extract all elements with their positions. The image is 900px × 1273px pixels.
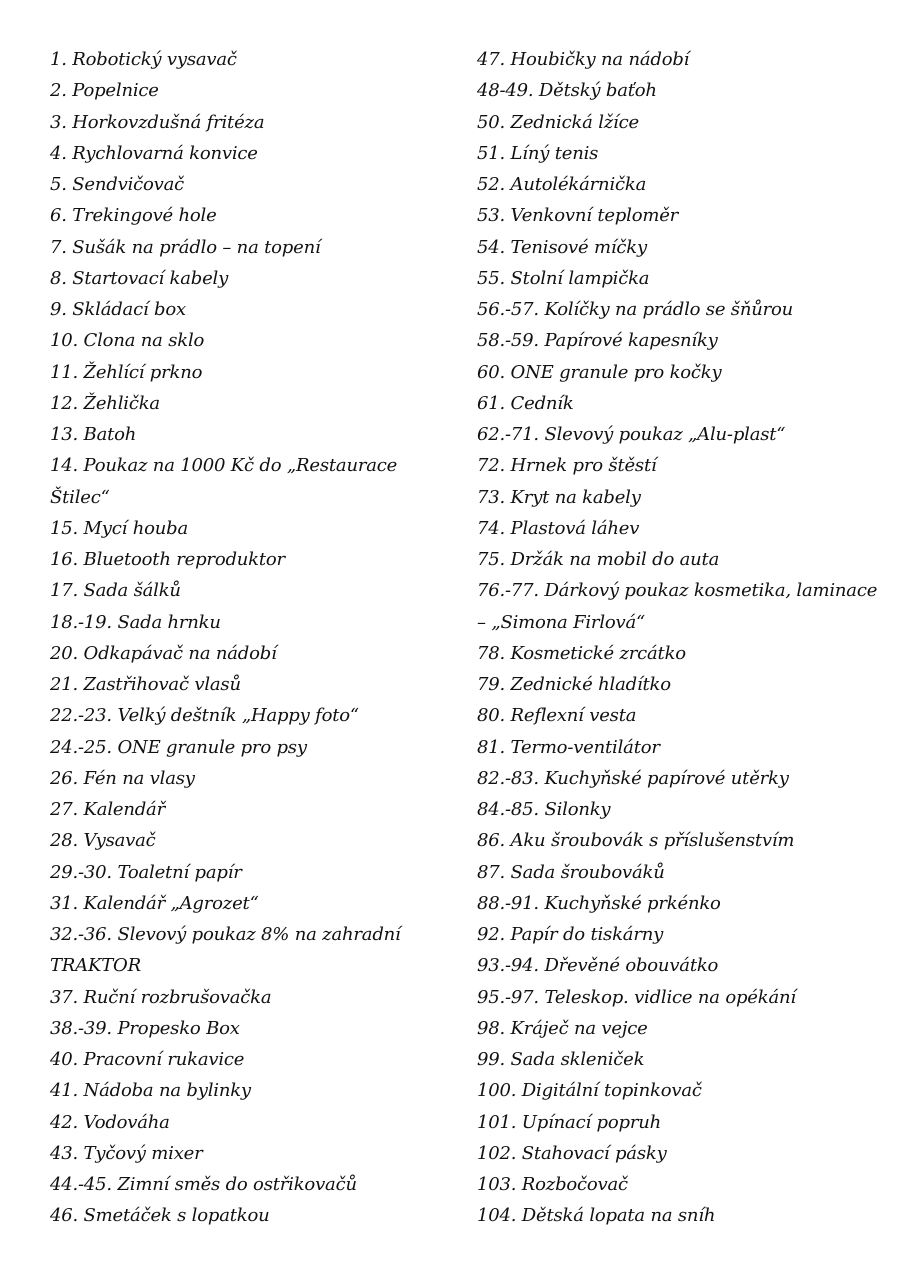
- prize-list-left-column: [50, 44, 450, 1232]
- list-item: 29.-30. Toaletní papír: [50, 861, 242, 883]
- list-item: 14. Poukaz na 1000 Kč do „Restaurace: [50, 455, 398, 477]
- list-item: 101. Upínací popruh: [477, 1111, 662, 1133]
- list-item: 73. Kryt na kabely: [477, 486, 641, 508]
- list-item: 93.-94. Dřevěné obouvátko: [477, 955, 719, 977]
- list-item: 2. Popelnice: [50, 80, 159, 102]
- list-item: 56.-57. Kolíčky na prádlo se šňůrou: [477, 299, 794, 320]
- list-item: 55. Stolní lampička: [477, 267, 650, 289]
- list-item: 13. Batoh: [50, 424, 137, 445]
- list-item: 15. Mycí houba: [50, 517, 188, 539]
- list-item: 100. Digitální topinkovač: [477, 1080, 702, 1102]
- list-item: 58.-59. Papírové kapesníky: [477, 330, 718, 352]
- list-item: 3. Horkovzdušná fritéza: [50, 111, 265, 133]
- list-item: 81. Termo-ventilátor: [477, 736, 660, 758]
- list-item: 27. Kalendář: [50, 799, 165, 820]
- list-item: 84.-85. Silonky: [477, 799, 611, 820]
- list-item: 21. Zastřihovač vlasů: [50, 674, 241, 695]
- list-item: 17. Sada šálků: [50, 580, 181, 602]
- list-item: 42. Vodováha: [50, 1111, 170, 1133]
- list-item: 62.-71. Slevový poukaz „Alu-plast“: [477, 424, 786, 445]
- list-item: 47. Houbičky na nádobí: [477, 49, 690, 70]
- list-item: – „Simona Firlová“: [477, 611, 646, 633]
- prize-list-right-column: [477, 44, 887, 1232]
- list-item: 46. Smetáček s lopatkou: [50, 1205, 270, 1227]
- list-item: 88.-91. Kuchyňské prkénko: [477, 892, 721, 914]
- list-item: 28. Vysavač: [50, 830, 156, 852]
- list-item: 50. Zednická lžíce: [477, 111, 639, 133]
- list-item: 48-49. Dětský baťoh: [477, 80, 657, 102]
- list-item: 43. Tyčový mixer: [50, 1142, 203, 1164]
- list-item: 103. Rozbočovač: [477, 1174, 628, 1195]
- list-item: 98. Kráječ na vejce: [477, 1017, 648, 1039]
- list-item: 1. Robotický vysavač: [50, 49, 237, 70]
- list-item: 78. Kosmetické zrcátko: [477, 642, 686, 664]
- list-item: 72. Hrnek pro štěstí: [477, 455, 657, 477]
- list-item: 99. Sada skleniček: [477, 1049, 645, 1070]
- list-item: 80. Reflexní vesta: [477, 705, 637, 727]
- list-item: 26. Fén na vlasy: [50, 767, 195, 789]
- list-item: 41. Nádoba na bylinky: [50, 1080, 251, 1102]
- list-item: TRAKTOR: [50, 955, 141, 977]
- list-item: 44.-45. Zimní směs do ostřikovačů: [50, 1174, 357, 1195]
- list-item: 6. Trekingové hole: [50, 205, 217, 227]
- list-item: 75. Držák na mobil do auta: [477, 549, 720, 570]
- list-item: 5. Sendvičovač: [50, 174, 185, 195]
- list-item: 92. Papír do tiskárny: [477, 924, 664, 945]
- list-item: 20. Odkapávač na nádobí: [50, 642, 277, 664]
- list-item: 16. Bluetooth reproduktor: [50, 549, 285, 570]
- list-item: 82.-83. Kuchyňské papírové utěrky: [477, 767, 789, 789]
- list-item: 60. ONE granule pro kočky: [477, 361, 722, 383]
- list-item: 11. Žehlící prkno: [50, 361, 203, 383]
- list-item: Štilec“: [50, 486, 110, 508]
- list-item: 86. Aku šroubovák s příslušenstvím: [477, 830, 795, 852]
- list-item: 31. Kalendář „Agrozet“: [50, 892, 259, 914]
- list-item: 79. Zednické hladítko: [477, 674, 671, 695]
- list-item: 38.-39. Propesko Box: [50, 1017, 240, 1039]
- list-item: 104. Dětská lopata na sníh: [477, 1205, 716, 1227]
- list-item: 4. Rychlovarná konvice: [50, 142, 258, 164]
- list-item: 7. Sušák na prádlo – na topení: [50, 236, 321, 258]
- list-item: 10. Clona na sklo: [50, 330, 205, 352]
- list-item: 8. Startovací kabely: [50, 267, 229, 289]
- list-item: 24.-25. ONE granule pro psy: [50, 736, 307, 758]
- list-item: 61. Cedník: [477, 392, 574, 414]
- list-item: 95.-97. Teleskop. vidlice na opékání: [477, 986, 796, 1008]
- list-item: 51. Líný tenis: [477, 142, 599, 164]
- list-item: 52. Autolékárnička: [477, 174, 647, 195]
- list-item: 40. Pracovní rukavice: [50, 1049, 245, 1070]
- list-item: 18.-19. Sada hrnku: [50, 611, 221, 633]
- list-item: 53. Venkovní teploměr: [477, 205, 679, 227]
- list-item: 32.-36. Slevový poukaz 8% na zahradní: [50, 924, 401, 945]
- list-item: 37. Ruční rozbrušovačka: [50, 986, 272, 1008]
- list-item: 22.-23. Velký deštník „Happy foto“: [50, 705, 359, 727]
- list-item: 74. Plastová láhev: [477, 517, 640, 539]
- list-item: 9. Skládací box: [50, 299, 186, 320]
- list-item: 54. Tenisové míčky: [477, 236, 647, 258]
- list-item: 12. Žehlička: [50, 392, 160, 414]
- list-item: 87. Sada šroubováků: [477, 861, 665, 883]
- list-item: 76.-77. Dárkový poukaz kosmetika, laminace: [477, 580, 878, 602]
- list-item: 102. Stahovací pásky: [477, 1142, 667, 1164]
